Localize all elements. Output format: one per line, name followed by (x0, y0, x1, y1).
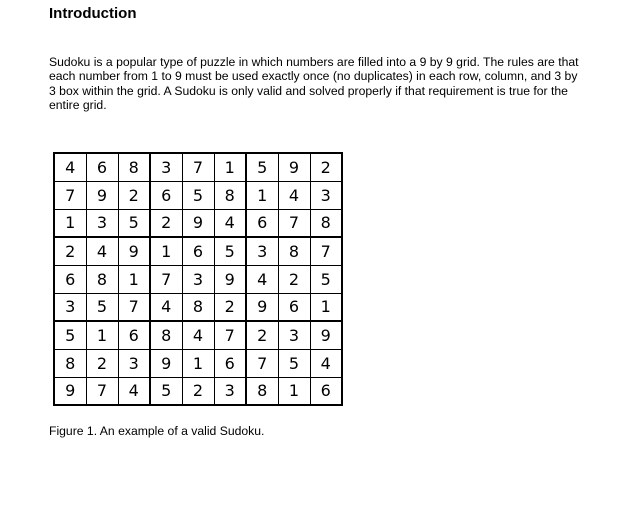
sudoku-cell: 4 (118, 377, 150, 405)
sudoku-cell: 6 (214, 349, 246, 377)
sudoku-cell: 3 (214, 377, 246, 405)
sudoku-cell: 4 (246, 265, 278, 293)
sudoku-cell: 7 (182, 153, 214, 181)
sudoku-cell: 1 (118, 265, 150, 293)
sudoku-grid (53, 152, 343, 406)
sudoku-cell: 2 (246, 321, 278, 349)
sudoku-cell: 1 (150, 237, 182, 265)
sudoku-cell: 5 (214, 237, 246, 265)
sudoku-cell: 5 (278, 349, 310, 377)
sudoku-cell: 6 (150, 181, 182, 209)
sudoku-cell: 8 (278, 237, 310, 265)
page-title: Introduction (49, 5, 137, 22)
sudoku-cell: 8 (118, 153, 150, 181)
sudoku-cell: 6 (182, 237, 214, 265)
sudoku-cell: 7 (118, 293, 150, 321)
sudoku-cell: 5 (246, 153, 278, 181)
sudoku-row (54, 153, 342, 181)
sudoku-cell: 9 (246, 293, 278, 321)
sudoku-cell: 7 (54, 181, 86, 209)
sudoku-cell: 8 (86, 265, 118, 293)
sudoku-cell: 7 (278, 209, 310, 237)
sudoku-cell: 6 (54, 265, 86, 293)
sudoku-cell: 3 (278, 321, 310, 349)
sudoku-cell: 8 (246, 377, 278, 405)
sudoku-cell: 4 (310, 349, 342, 377)
sudoku-cell: 2 (214, 293, 246, 321)
sudoku-grid-body (54, 153, 342, 405)
sudoku-cell: 2 (182, 377, 214, 405)
sudoku-cell: 8 (150, 321, 182, 349)
sudoku-cell: 4 (86, 237, 118, 265)
sudoku-cell: 2 (150, 209, 182, 237)
sudoku-cell: 9 (278, 153, 310, 181)
sudoku-cell: 4 (278, 181, 310, 209)
sudoku-cell: 9 (86, 181, 118, 209)
sudoku-cell: 3 (118, 349, 150, 377)
sudoku-row (54, 377, 342, 405)
sudoku-cell: 4 (150, 293, 182, 321)
sudoku-cell: 3 (182, 265, 214, 293)
sudoku-row (54, 209, 342, 237)
intro-paragraph: Sudoku is a popular type of puzzle in which numbers are filled into a 9 by 9 grid. The rules are that each number from 1 to 9 must be used exactly once (no duplicates) in each row, column, and 3 by 3 box within the grid. A Sudoku is only valid and solved properly if that requirement is true for the entire grid. (49, 55, 579, 113)
sudoku-cell: 3 (86, 209, 118, 237)
sudoku-cell: 1 (182, 349, 214, 377)
sudoku-cell: 1 (54, 209, 86, 237)
sudoku-cell: 1 (310, 293, 342, 321)
sudoku-cell: 3 (150, 153, 182, 181)
sudoku-cell: 4 (214, 209, 246, 237)
sudoku-cell: 4 (182, 321, 214, 349)
sudoku-cell: 3 (310, 181, 342, 209)
sudoku-cell: 7 (246, 349, 278, 377)
sudoku-cell: 8 (54, 349, 86, 377)
sudoku-cell: 2 (54, 237, 86, 265)
sudoku-cell: 7 (214, 321, 246, 349)
sudoku-cell: 1 (278, 377, 310, 405)
sudoku-cell: 2 (86, 349, 118, 377)
sudoku-cell: 7 (150, 265, 182, 293)
sudoku-cell: 9 (150, 349, 182, 377)
sudoku-cell: 7 (86, 377, 118, 405)
sudoku-cell: 9 (310, 321, 342, 349)
sudoku-cell: 6 (310, 377, 342, 405)
sudoku-row (54, 321, 342, 349)
sudoku-cell: 5 (150, 377, 182, 405)
sudoku-cell: 1 (214, 153, 246, 181)
sudoku-cell: 3 (246, 237, 278, 265)
sudoku-cell: 7 (310, 237, 342, 265)
sudoku-row (54, 349, 342, 377)
sudoku-cell: 9 (214, 265, 246, 293)
sudoku-cell: 5 (182, 181, 214, 209)
sudoku-cell: 5 (118, 209, 150, 237)
sudoku-cell: 6 (118, 321, 150, 349)
sudoku-cell: 5 (54, 321, 86, 349)
sudoku-cell: 8 (214, 181, 246, 209)
sudoku-cell: 1 (86, 321, 118, 349)
sudoku-cell: 8 (310, 209, 342, 237)
sudoku-cell: 2 (310, 153, 342, 181)
sudoku-cell: 9 (182, 209, 214, 237)
sudoku-cell: 5 (310, 265, 342, 293)
sudoku-cell: 2 (278, 265, 310, 293)
figure-caption: Figure 1. An example of a valid Sudoku. (49, 424, 265, 438)
sudoku-cell: 5 (86, 293, 118, 321)
sudoku-cell: 3 (54, 293, 86, 321)
sudoku-cell: 8 (182, 293, 214, 321)
sudoku-row (54, 265, 342, 293)
sudoku-cell: 6 (278, 293, 310, 321)
sudoku-cell: 2 (118, 181, 150, 209)
sudoku-row (54, 237, 342, 265)
sudoku-cell: 6 (86, 153, 118, 181)
sudoku-cell: 1 (246, 181, 278, 209)
sudoku-cell: 6 (246, 209, 278, 237)
sudoku-cell: 9 (54, 377, 86, 405)
sudoku-cell: 4 (54, 153, 86, 181)
sudoku-row (54, 181, 342, 209)
sudoku-cell: 9 (118, 237, 150, 265)
sudoku-row (54, 293, 342, 321)
